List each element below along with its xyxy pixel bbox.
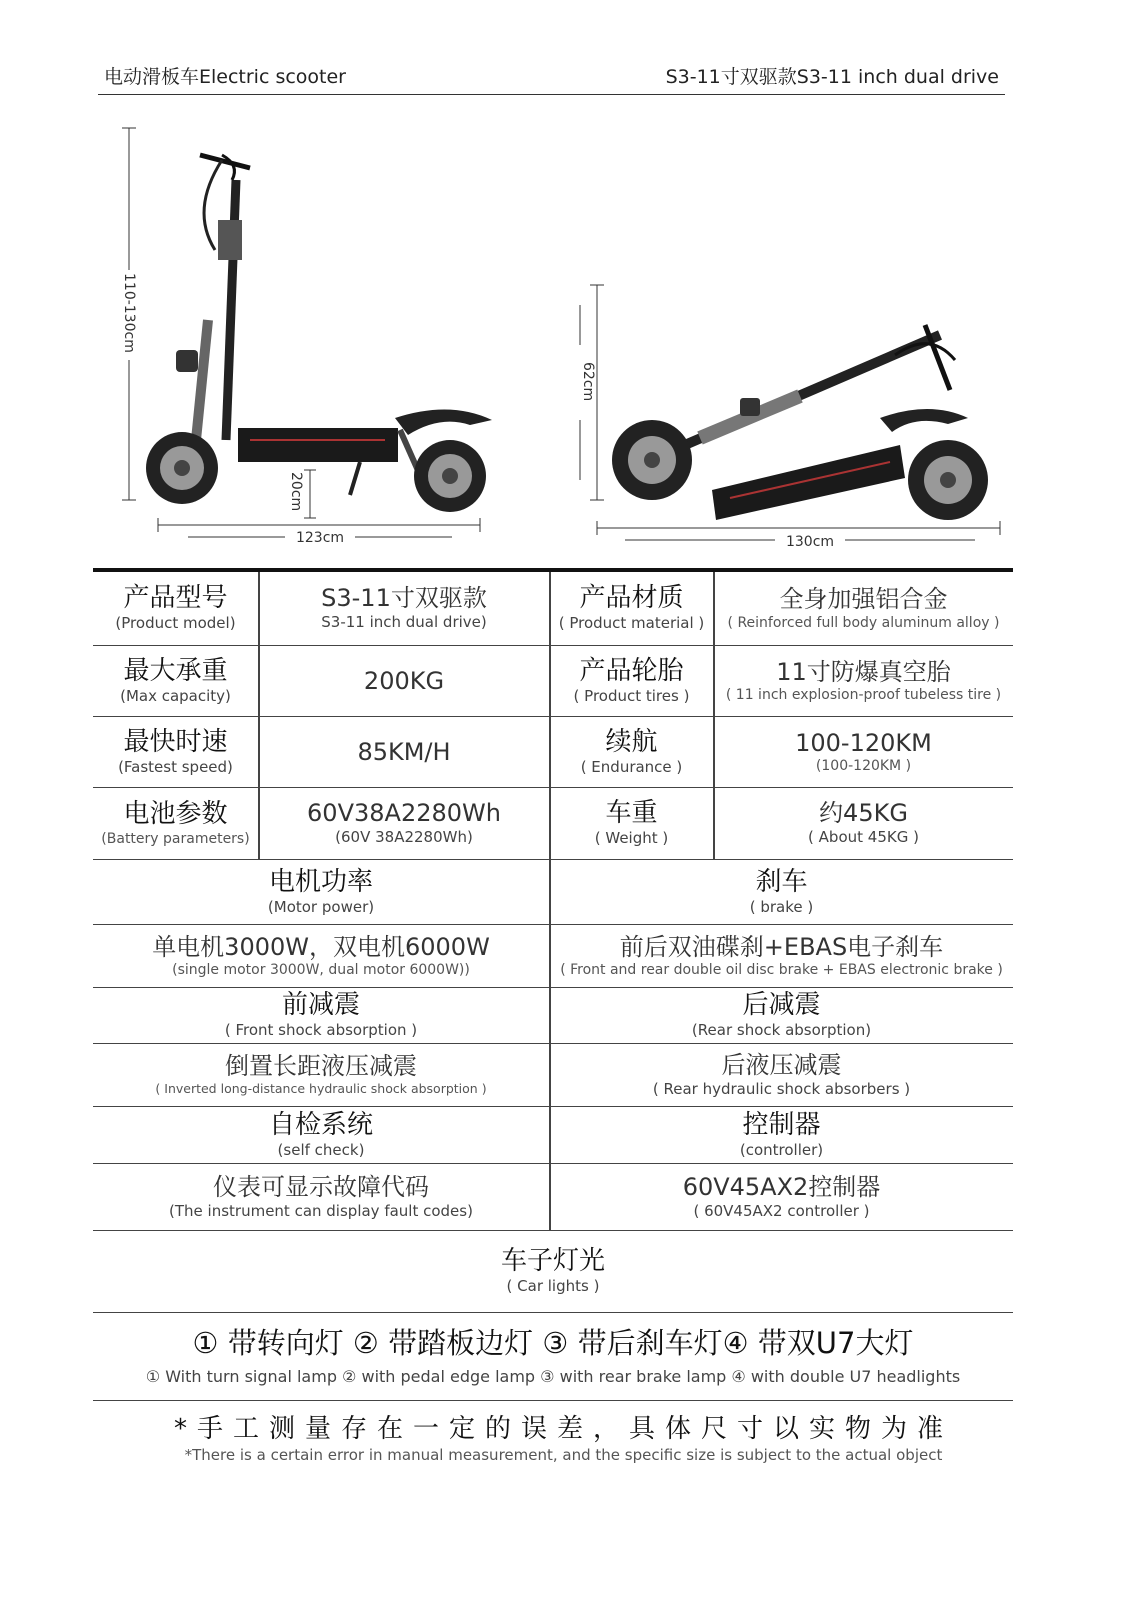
label-zh: 电池参数 <box>123 798 228 829</box>
value-en: S3-11 inch dual drive) <box>321 613 487 632</box>
spec-row-motor-brake-label <box>93 860 1013 925</box>
dim-length-folded: 130cm <box>785 534 835 550</box>
spec-row-check-value <box>93 1164 1013 1231</box>
value-battery <box>259 788 549 859</box>
value-weight <box>714 788 1013 859</box>
value-zh: 全身加强铝合金 <box>779 585 948 613</box>
value-en: (The instrument can display fault codes) <box>169 1201 473 1220</box>
label-speed <box>93 717 258 787</box>
label-en: ( Weight ) <box>594 829 669 848</box>
spec-row-check-label <box>93 1107 1013 1164</box>
value-endurance <box>714 717 1013 787</box>
label-en: ( Product tires ) <box>573 686 690 705</box>
dim-height-unfolded: 110-130cm <box>121 273 137 353</box>
label-endurance <box>550 717 713 787</box>
value-en: ( About 45KG ) <box>808 828 919 847</box>
label-en: (self check) <box>277 1140 365 1159</box>
label-zh: 产品轮胎 <box>579 655 684 686</box>
label-zh: 产品材质 <box>579 583 684 614</box>
spec-row-speed <box>93 717 1013 788</box>
value-en: ( Inverted long-distance hydraulic shock absorption ) <box>155 1081 487 1097</box>
label-material <box>550 572 713 645</box>
folded-scooter <box>580 285 1000 550</box>
label-zh: 自检系统 <box>268 1109 373 1140</box>
label-zh: 刹车 <box>755 866 808 897</box>
value-zh: 单电机3000W，双电机6000W <box>152 932 490 961</box>
label-en: (controller) <box>739 1140 824 1159</box>
label-zh: 电机功率 <box>268 866 373 897</box>
value-en: ① With turn signal lamp ② with pedal edge lamp ③ with rear brake lamp ④ with double U7 headlights <box>145 1366 961 1386</box>
label-zh: 最快时速 <box>123 726 228 757</box>
label-en: ( brake ) <box>749 897 814 916</box>
label-lights <box>93 1231 1013 1312</box>
value-material <box>714 572 1013 645</box>
label-zh: 产品型号 <box>123 583 228 614</box>
label-zh: 最大承重 <box>123 655 228 686</box>
header-title: 电动滑板车Electric scooter <box>104 66 346 88</box>
label-en: (Battery parameters) <box>101 831 250 847</box>
value-zh: 前后双油碟刹+EBAS电子刹车 <box>619 932 944 961</box>
value-speed <box>259 717 549 787</box>
value: 200KG <box>363 666 445 695</box>
label-model <box>93 572 258 645</box>
value-zh: 倒置长距液压减震 <box>225 1052 417 1081</box>
label-zh: 车子灯光 <box>500 1246 605 1277</box>
value-zh: 后液压减震 <box>721 1050 842 1079</box>
value-capacity <box>259 646 549 716</box>
value-en: (single motor 3000W, dual motor 6000W)) <box>172 962 470 979</box>
footnote-zh: *手工测量存在一定的误差，具体尺寸以实物为准 <box>173 1414 953 1444</box>
label-en: ( Product material ) <box>558 614 705 633</box>
value-front-shock <box>93 1044 549 1106</box>
spec-row-lights-value <box>93 1313 1013 1401</box>
label-en: (Fastest speed) <box>118 757 233 776</box>
value-en: ( Reinforced full body aluminum alloy ) <box>727 614 1000 631</box>
label-weight <box>550 788 713 859</box>
spec-row-battery <box>93 788 1013 860</box>
value-tires <box>714 646 1013 716</box>
value-lights <box>93 1313 1013 1400</box>
label-en: ( Front shock absorption ) <box>224 1021 418 1040</box>
value-zh: 约45KG <box>819 799 908 828</box>
spec-row-shock-value <box>93 1044 1013 1107</box>
value-en: ( Front and rear double oil disc brake + EBAS electronic brake ) <box>560 962 1003 979</box>
label-capacity <box>93 646 258 716</box>
value-controller <box>550 1164 1013 1230</box>
value-zh: 100-120KM <box>795 728 932 757</box>
scooter-diagram <box>0 100 1127 570</box>
value-en: (100-120KM ) <box>815 758 912 775</box>
value-brake <box>550 925 1013 987</box>
value-zh: 60V45AX2控制器 <box>682 1172 881 1201</box>
spec-row-model <box>93 572 1013 646</box>
header-model: S3-11寸双驱款S3-11 inch dual drive <box>665 66 999 88</box>
value-zh: ① 带转向灯 ② 带踏板边灯 ③ 带后刹车灯④ 带双U7大灯 <box>192 1325 914 1360</box>
value-model <box>259 572 549 645</box>
label-zh: 前减震 <box>281 990 360 1021</box>
value-en: ( 60V45AX2 controller ) <box>693 1201 870 1220</box>
value-en: ( Rear hydraulic shock absorbers ) <box>652 1079 911 1098</box>
value: 85KM/H <box>357 737 451 766</box>
label-rear-shock <box>550 988 1013 1043</box>
label-zh: 车重 <box>605 798 658 829</box>
label-en: (Motor power) <box>267 897 375 916</box>
label-en: (Max capacity) <box>120 686 231 705</box>
unfolded-scooter <box>118 128 492 546</box>
label-motor <box>93 860 549 924</box>
value-zh: S3-11寸双驱款 <box>321 584 487 613</box>
label-zh: 续航 <box>605 726 658 757</box>
footnote-en: *There is a certain error in manual measurement, and the specific size is subject to the actual object <box>184 1446 943 1464</box>
value-rear-shock <box>550 1044 1013 1106</box>
dim-deck-height: 20cm <box>288 472 304 512</box>
value-zh: 仪表可显示故障代码 <box>213 1172 429 1201</box>
value-en: (60V 38A2280Wh) <box>335 828 473 847</box>
label-tires <box>550 646 713 716</box>
value-motor <box>93 925 549 987</box>
spec-row-lights-label <box>93 1231 1013 1313</box>
value-selfcheck <box>93 1164 549 1230</box>
label-en: ( Car lights ) <box>506 1277 600 1296</box>
spec-row-capacity <box>93 646 1013 717</box>
dim-length-unfolded: 123cm <box>295 530 345 546</box>
value-zh: 11寸防爆真空胎 <box>776 657 951 686</box>
dim-height-folded: 62cm <box>580 362 596 402</box>
label-zh: 后减震 <box>742 990 821 1021</box>
label-en: (Rear shock absorption) <box>691 1021 872 1040</box>
label-battery <box>93 788 258 859</box>
label-brake <box>550 860 1013 924</box>
label-selfcheck <box>93 1107 549 1163</box>
value-zh: 60V38A2280Wh <box>307 799 501 828</box>
value-en: ( 11 inch explosion-proof tubeless tire ) <box>725 687 1002 704</box>
label-en: ( Endurance ) <box>580 757 683 776</box>
page-header <box>98 60 1005 95</box>
spec-row-motor-brake-value <box>93 925 1013 988</box>
spec-row-shock-label <box>93 988 1013 1044</box>
label-zh: 控制器 <box>742 1109 821 1140</box>
label-front-shock <box>93 988 549 1043</box>
label-en: (Product model) <box>115 614 236 633</box>
label-controller <box>550 1107 1013 1163</box>
